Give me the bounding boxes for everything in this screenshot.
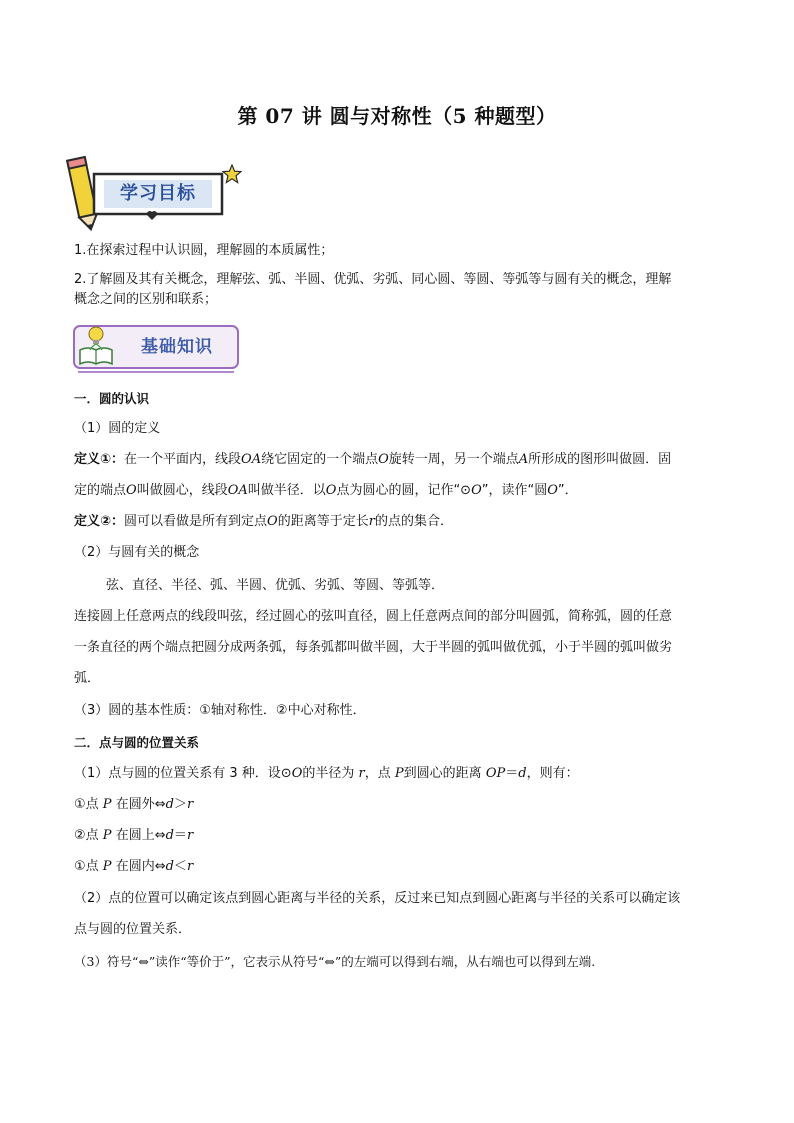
s2-p1: （1）点与圆的位置关系有 3 种．设⊙O的半径为 r，点 P到圆心的距离 OP＝d，则有： [74,766,579,781]
goal-2-line-1: 2.了解圆及其有关概念，理解弦、弧、半圆、优弧、劣弧、同心圆、等圆、等弧等与圆有关的概念，理解 [74,272,672,287]
goal-2-line-2: 概念之间的区别和联系； [74,292,218,307]
page-title: 第 07 讲 圆与对称性（5 种题型） [237,104,557,128]
case-inside: ①点 P 在圆内⇔d＜r [74,859,194,874]
definition-1-line-2: 定的端点O叫做圆心，线段OA叫做半径．以O点为圆心的圆，记作“⊙O”，读作“圆O”． [74,483,578,498]
section-1-heading: 一．圆的认识 [74,391,150,406]
s1-p2-text-1: 连接圆上任意两点的线段叫弦，经过圆心的弦叫直径，圆上任意两点间的部分叫圆弧，简称弧，圆的任意 [74,609,673,624]
star-icon [222,164,242,184]
section-2-heading: 二．点与圆的位置关系 [74,735,200,750]
case-outside: ①点 P 在圆外⇔d＞r [74,797,194,812]
s1-p3: （3）圆的基本性质：①轴对称性．②中心对称性． [74,703,366,718]
s1-p2-text-2: 一条直径的两个端点把圆分成两条弧，每条弧都叫做半圆，大于半圆的弧叫做优弧，小于半圆的弧叫做劣 [74,640,673,655]
s2-p2-line-1: （2）点的位置可以确定该点到圆心距离与半径的关系，反过来已知点到圆心距离与半径的关系可以确定该 [74,891,681,906]
s1-p1: （1）圆的定义 [74,421,161,436]
s1-p2-list: 弦、直径、半径、弧、半圆、优弧、劣弧、等圆、等弧等． [106,578,445,593]
s1-p2-text-3: 弧． [74,671,101,686]
basic-knowledge-label: 基础知识 [141,337,213,357]
s1-p2: （2）与圆有关的概念 [74,545,200,560]
learning-goals-badge [64,152,244,232]
learning-goals-label: 学习目标 [120,183,196,204]
s2-p2-line-2: 点与圆的位置关系． [74,922,192,937]
goal-1: 1.在探索过程中认识圆，理解圆的本质属性； [74,243,334,258]
case-on: ②点 P 在圆上⇔d＝r [74,828,194,843]
s2-p3: （3）符号“⇔”读作“等价于”，它表示从符号“⇔”的左端可以得到右端，从右端也可以得到左端. [74,954,596,969]
definition-2: 定义②：圆可以看做是所有到定点O的距离等于定长r的点的集合． [74,514,453,529]
definition-1-line-1: 定义①：在一个平面内，线段OA绕它固定的一个端点O旋转一周，另一个端点A所形成的图形叫做圆．固 [74,452,672,467]
basic-knowledge-badge [72,320,242,376]
